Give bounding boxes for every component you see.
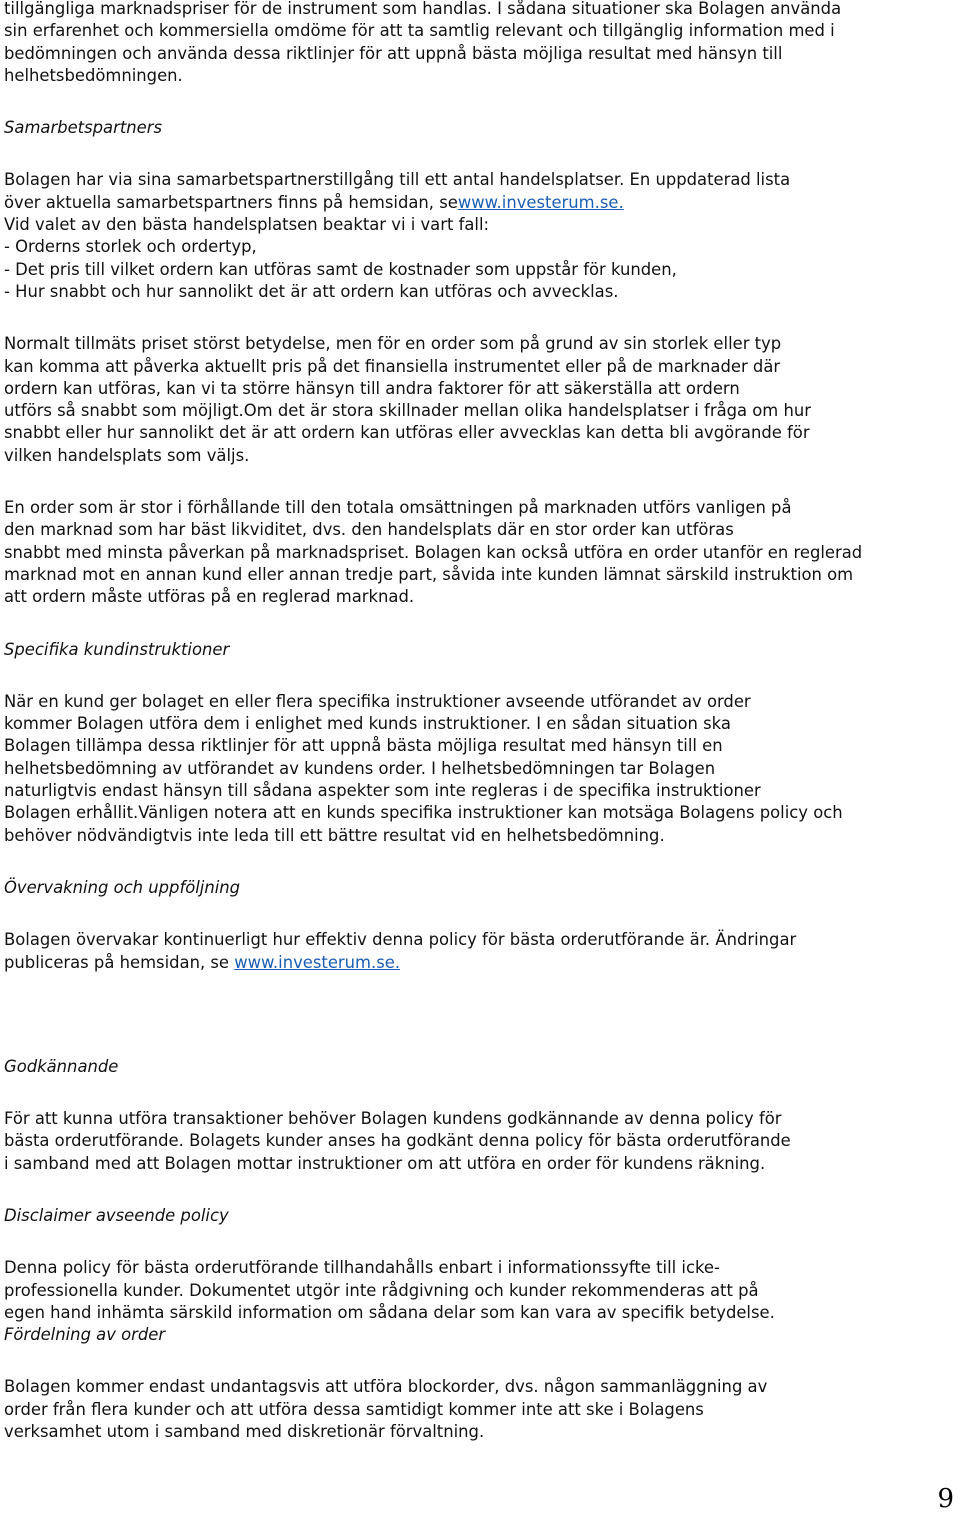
text-line	[4, 192, 960, 214]
text-line: bedömningen och använda dessa riktlinjer för att uppnå bästa möjliga resultat med hänsyn till	[4, 43, 783, 63]
text-line: den marknad som har bäst likviditet, dvs. den handelsplats där en stor order kan utföras	[4, 520, 734, 540]
text-line: För att kunna utföra transaktioner behöver Bolagen kundens godkännande av denna policy för	[4, 1109, 782, 1129]
section-heading-partners: Samarbetspartners	[4, 118, 163, 138]
approval-paragraph	[4, 1108, 960, 1175]
section-heading-specific: Specifika kundinstruktioner	[4, 639, 230, 659]
text-line: naturligtvis endast hänsyn till sådana aspekter som inte regleras i de specifika instruktioner	[4, 781, 761, 801]
price-paragraph	[4, 333, 960, 467]
text-line: att ordern måste utföras på en reglerad marknad.	[4, 587, 415, 607]
text-line: Vid valet av den bästa handelsplatsen beaktar vi i vart fall:	[4, 215, 490, 235]
text-line: - Orderns storlek och ordertyp,	[4, 237, 257, 257]
text-line: kommer Bolagen utföra dem i enlighet med kunds instruktioner. I en sådan situation ska	[4, 714, 731, 734]
text-line: När en kund ger bolaget en eller flera specifika instruktioner avseende utförandet av order	[4, 691, 751, 711]
investerum-link[interactable]: www.investerum.se.	[234, 952, 401, 972]
text-line: ordern kan utföras, kan vi ta större hänsyn till andra faktorer för att säkerställa att ordern	[4, 378, 740, 398]
text-line: Bolagen tillämpa dessa riktlinjer för att uppnå bästa möjliga resultat med hänsyn till en	[4, 736, 723, 756]
intro-paragraph	[4, 0, 960, 87]
partners-paragraph	[4, 169, 960, 303]
text-line: Bolagen erhållit.Vänligen notera att en kunds specifika instruktioner kan motsäga Bolagens policy och	[4, 803, 843, 823]
text-line: Bolagen har via sina samarbetspartnerstillgång till ett antal handelsplatser. En uppdaterad lista	[4, 170, 791, 190]
text-line: Bolagen kommer endast undantagsvis att utföra blockorder, dvs. någon sammanläggning av	[4, 1377, 768, 1397]
text-line: - Hur snabbt och hur sannolikt det är att ordern kan utföras och avvecklas.	[4, 281, 619, 301]
text-line: helhetsbedömningen.	[4, 65, 183, 85]
text-line: Bolagen övervakar kontinuerligt hur effektiv denna policy för bästa orderutförande är. Ändringar	[4, 930, 797, 950]
allocation-paragraph	[4, 1376, 960, 1443]
text-line: - Det pris till vilket ordern kan utföras samt de kostnader som uppstår för kunden,	[4, 259, 677, 279]
large-order-paragraph	[4, 497, 960, 608]
partners-link-prefix: över aktuella samarbetspartners finns på hemsidan, se	[4, 192, 458, 212]
text-line: utförs så snabbt som möjligt.Om det är stora skillnader mellan olika handelsplatser i fråga om hur	[4, 401, 811, 421]
text-line: kan komma att påverka aktuellt pris på det finansiella instrumentet eller på de marknader där	[4, 356, 781, 376]
specific-paragraph	[4, 691, 960, 847]
monitoring-link-prefix: publiceras på hemsidan, se	[4, 952, 235, 972]
text-line	[4, 952, 960, 974]
section-heading-approval: Godkännande	[4, 1056, 119, 1076]
text-line: sin erfarenhet och kommersiella omdöme för att ta samtlig relevant och tillgänglig information med i	[4, 21, 835, 41]
monitoring-paragraph	[4, 929, 960, 974]
text-line: behöver nödvändigtvis inte leda till ett bättre resultat vid en helhetsbedömning.	[4, 825, 665, 845]
section-heading-monitoring: Övervakning och uppföljning	[4, 877, 241, 897]
disclaimer-paragraph	[4, 1257, 960, 1324]
text-line: helhetsbedömning av utförandet av kundens order. I helhetsbedömningen tar Bolagen	[4, 758, 716, 778]
text-line: i samband med att Bolagen mottar instruktioner om att utföra en order för kundens räkning.	[4, 1153, 766, 1173]
section-heading-disclaimer: Disclaimer avseende policy	[4, 1205, 229, 1225]
section-heading-allocation: Fördelning av order	[4, 1325, 166, 1345]
text-line: En order som är stor i förhållande till den totala omsättningen på marknaden utförs vanligen på	[4, 498, 792, 518]
text-line: egen hand inhämta särskild information om sådana delar som kan vara av specifik betydelse.	[4, 1302, 775, 1322]
text-line: Normalt tillmäts priset störst betydelse, men för en order som på grund av sin storlek eller typ	[4, 334, 782, 354]
text-line: vilken handelsplats som väljs.	[4, 445, 250, 465]
text-line: professionella kunder. Dokumentet utgör inte rådgivning och kunder rekommenderas att på	[4, 1280, 759, 1300]
text-line: snabbt med minsta påverkan på marknadspriset. Bolagen kan också utföra en order utanför en reglerad	[4, 542, 863, 562]
text-line: verksamhet utom i samband med diskretionär förvaltning.	[4, 1422, 485, 1442]
document-page	[4, 0, 960, 1443]
text-line: Denna policy för bästa orderutförande tillhandahålls enbart i informationssyfte till icke-	[4, 1258, 720, 1278]
text-line: snabbt eller hur sannolikt det är att ordern kan utföras eller avvecklas kan detta bli avgörande för	[4, 423, 810, 443]
text-line: bästa orderutförande. Bolagets kunder anses ha godkänt denna policy för bästa orderutförande	[4, 1131, 791, 1151]
investerum-link[interactable]: www.investerum.se.	[457, 192, 624, 212]
page-number: 9	[937, 1484, 954, 1514]
text-line: tillgängliga marknadspriser för de instrument som handlas. I sådana situationer ska Bolagen använda	[4, 0, 842, 18]
text-line: marknad mot en annan kund eller annan tredje part, såvida inte kunden lämnat särskild instruktion om	[4, 564, 854, 584]
text-line: order från flera kunder och att utföra dessa samtidigt kommer inte att ske i Bolagens	[4, 1399, 704, 1419]
